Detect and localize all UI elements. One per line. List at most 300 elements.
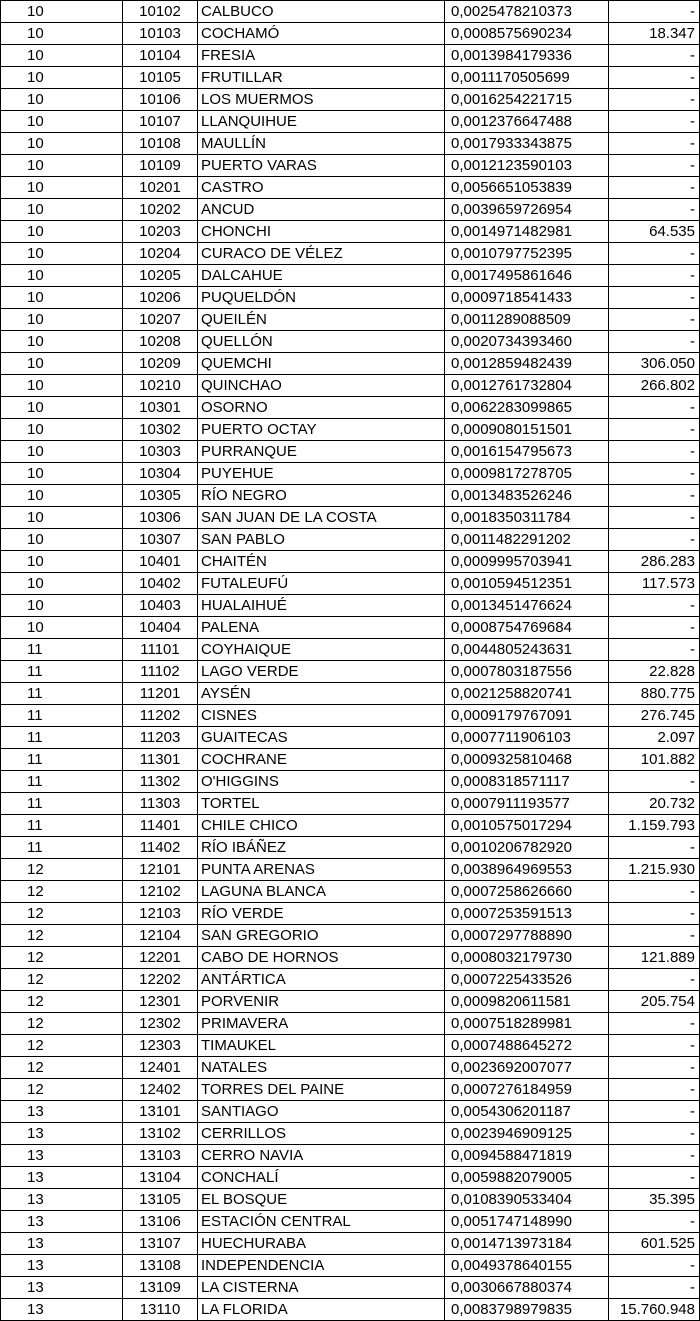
commune-code-cell: 10108 <box>123 133 198 155</box>
coefficient-cell: 0,0044805243631 <box>445 639 609 661</box>
coefficient-cell: 0,0007911193577 <box>445 793 609 815</box>
coefficient-cell: 0,0013483526246 <box>445 485 609 507</box>
amount-cell: - <box>609 1101 700 1123</box>
commune-name-cell: HUALAIHUÉ <box>198 595 445 617</box>
coefficient-cell: 0,0010594512351 <box>445 573 609 595</box>
table-row <box>1 573 700 595</box>
commune-name-cell: INDEPENDENCIA <box>198 1255 445 1277</box>
table-row <box>1 485 700 507</box>
region-cell: 10 <box>1 529 123 551</box>
commune-name-cell: PORVENIR <box>198 991 445 1013</box>
commune-name-cell: CURACO DE VÉLEZ <box>198 243 445 265</box>
commune-name-cell: EL BOSQUE <box>198 1189 445 1211</box>
table-row <box>1 507 700 529</box>
region-cell: 12 <box>1 991 123 1013</box>
coefficient-cell: 0,0007258626660 <box>445 881 609 903</box>
amount-cell: - <box>609 155 700 177</box>
table-row <box>1 1189 700 1211</box>
coefficient-cell: 0,0014971482981 <box>445 221 609 243</box>
commune-name-cell: HUECHURABA <box>198 1233 445 1255</box>
region-cell: 11 <box>1 705 123 727</box>
region-cell: 10 <box>1 221 123 243</box>
coefficient-cell: 0,0007518289981 <box>445 1013 609 1035</box>
commune-code-cell: 10207 <box>123 309 198 331</box>
table-row <box>1 771 700 793</box>
coefficient-cell: 0,0007488645272 <box>445 1035 609 1057</box>
commune-name-cell: CISNES <box>198 705 445 727</box>
amount-cell: 101.882 <box>609 749 700 771</box>
coefficient-cell: 0,0030667880374 <box>445 1277 609 1299</box>
commune-name-cell: ANTÁRTICA <box>198 969 445 991</box>
commune-name-cell: QUEMCHI <box>198 353 445 375</box>
region-cell: 13 <box>1 1145 123 1167</box>
region-cell: 12 <box>1 859 123 881</box>
commune-code-cell: 11202 <box>123 705 198 727</box>
coefficient-cell: 0,0007711906103 <box>445 727 609 749</box>
coefficient-cell: 0,0013984179336 <box>445 45 609 67</box>
commune-name-cell: CHONCHI <box>198 221 445 243</box>
table-row <box>1 1035 700 1057</box>
table-row <box>1 683 700 705</box>
commune-code-cell: 12401 <box>123 1057 198 1079</box>
table-row <box>1 815 700 837</box>
coefficient-cell: 0,0094588471819 <box>445 1145 609 1167</box>
amount-cell: 117.573 <box>609 573 700 595</box>
table-row <box>1 1233 700 1255</box>
table-row <box>1 727 700 749</box>
commune-code-cell: 10303 <box>123 441 198 463</box>
table-row <box>1 1123 700 1145</box>
commune-name-cell: CERRILLOS <box>198 1123 445 1145</box>
commune-name-cell: TORTEL <box>198 793 445 815</box>
coefficient-cell: 0,0016254221715 <box>445 89 609 111</box>
commune-name-cell: CHAITÉN <box>198 551 445 573</box>
commune-name-cell: PUQUELDÓN <box>198 287 445 309</box>
coefficient-cell: 0,0012123590103 <box>445 155 609 177</box>
table-row <box>1 287 700 309</box>
commune-name-cell: PUNTA ARENAS <box>198 859 445 881</box>
region-cell: 10 <box>1 287 123 309</box>
coefficient-cell: 0,0009179767091 <box>445 705 609 727</box>
amount-cell: - <box>609 397 700 419</box>
commune-name-cell: CALBUCO <box>198 1 445 23</box>
region-cell: 10 <box>1 67 123 89</box>
table-row <box>1 903 700 925</box>
table-row <box>1 969 700 991</box>
region-cell: 13 <box>1 1101 123 1123</box>
commune-name-cell: MAULLÍN <box>198 133 445 155</box>
region-cell: 13 <box>1 1233 123 1255</box>
table-row <box>1 1101 700 1123</box>
commune-code-cell: 10107 <box>123 111 198 133</box>
commune-name-cell: PURRANQUE <box>198 441 445 463</box>
table-row <box>1 639 700 661</box>
region-cell: 11 <box>1 661 123 683</box>
commune-name-cell: LA CISTERNA <box>198 1277 445 1299</box>
commune-code-cell: 10103 <box>123 23 198 45</box>
commune-name-cell: LLANQUIHUE <box>198 111 445 133</box>
commune-name-cell: COCHAMÓ <box>198 23 445 45</box>
table-row <box>1 199 700 221</box>
region-cell: 10 <box>1 45 123 67</box>
amount-cell: 2.097 <box>609 727 700 749</box>
commune-code-cell: 10210 <box>123 375 198 397</box>
coefficient-cell: 0,0023692007077 <box>445 1057 609 1079</box>
commune-name-cell: SAN GREGORIO <box>198 925 445 947</box>
commune-name-cell: RÍO VERDE <box>198 903 445 925</box>
region-cell: 11 <box>1 837 123 859</box>
region-cell: 13 <box>1 1167 123 1189</box>
commune-name-cell: TIMAUKEL <box>198 1035 445 1057</box>
commune-code-cell: 13102 <box>123 1123 198 1145</box>
table-row <box>1 243 700 265</box>
coefficient-cell: 0,0056651053839 <box>445 177 609 199</box>
commune-code-cell: 12301 <box>123 991 198 1013</box>
region-cell: 12 <box>1 1057 123 1079</box>
coefficient-cell: 0,0062283099865 <box>445 397 609 419</box>
region-cell: 13 <box>1 1277 123 1299</box>
commune-code-cell: 12101 <box>123 859 198 881</box>
commune-code-cell: 11203 <box>123 727 198 749</box>
region-cell: 13 <box>1 1255 123 1277</box>
commune-name-cell: AYSÉN <box>198 683 445 705</box>
commune-code-cell: 10209 <box>123 353 198 375</box>
commune-name-cell: PALENA <box>198 617 445 639</box>
commune-name-cell: ANCUD <box>198 199 445 221</box>
amount-cell: - <box>609 111 700 133</box>
commune-name-cell: NATALES <box>198 1057 445 1079</box>
commune-name-cell: CONCHALÍ <box>198 1167 445 1189</box>
amount-cell: - <box>609 969 700 991</box>
amount-cell: 15.760.948 <box>609 1299 700 1321</box>
amount-cell: - <box>609 419 700 441</box>
commune-code-cell: 10402 <box>123 573 198 595</box>
table-row <box>1 1255 700 1277</box>
coefficient-cell: 0,0007297788890 <box>445 925 609 947</box>
region-cell: 12 <box>1 881 123 903</box>
region-cell: 10 <box>1 331 123 353</box>
table-row <box>1 793 700 815</box>
region-cell: 13 <box>1 1189 123 1211</box>
region-cell: 10 <box>1 375 123 397</box>
commune-name-cell: CASTRO <box>198 177 445 199</box>
amount-cell: - <box>609 1057 700 1079</box>
commune-name-cell: PRIMAVERA <box>198 1013 445 1035</box>
commune-name-cell: TORRES DEL PAINE <box>198 1079 445 1101</box>
coefficient-cell: 0,0011289088509 <box>445 309 609 331</box>
region-cell: 10 <box>1 441 123 463</box>
table-row <box>1 419 700 441</box>
amount-cell: - <box>609 177 700 199</box>
commune-name-cell: QUELLÓN <box>198 331 445 353</box>
table-row <box>1 1145 700 1167</box>
region-cell: 13 <box>1 1299 123 1321</box>
coefficient-cell: 0,0020734393460 <box>445 331 609 353</box>
commune-code-cell: 11301 <box>123 749 198 771</box>
table-row <box>1 1013 700 1035</box>
amount-cell: - <box>609 881 700 903</box>
commune-code-cell: 13106 <box>123 1211 198 1233</box>
commune-name-cell: COYHAIQUE <box>198 639 445 661</box>
table-row <box>1 331 700 353</box>
commune-name-cell: FUTALEUFÚ <box>198 573 445 595</box>
amount-cell: - <box>609 1013 700 1035</box>
commune-name-cell: OSORNO <box>198 397 445 419</box>
commune-code-cell: 11401 <box>123 815 198 837</box>
commune-code-cell: 10403 <box>123 595 198 617</box>
commune-code-cell: 12402 <box>123 1079 198 1101</box>
region-cell: 13 <box>1 1123 123 1145</box>
amount-cell: - <box>609 1167 700 1189</box>
commune-code-cell: 10106 <box>123 89 198 111</box>
amount-cell: - <box>609 771 700 793</box>
commune-code-cell: 10201 <box>123 177 198 199</box>
region-cell: 13 <box>1 1211 123 1233</box>
coefficient-cell: 0,0012761732804 <box>445 375 609 397</box>
amount-cell: 22.828 <box>609 661 700 683</box>
coefficient-cell: 0,0059882079005 <box>445 1167 609 1189</box>
coefficient-cell: 0,0010206782920 <box>445 837 609 859</box>
commune-code-cell: 12103 <box>123 903 198 925</box>
commune-code-cell: 10105 <box>123 67 198 89</box>
table-row <box>1 1079 700 1101</box>
region-cell: 10 <box>1 353 123 375</box>
commune-name-cell: CHILE CHICO <box>198 815 445 837</box>
amount-cell: - <box>609 89 700 111</box>
coefficient-cell: 0,0009325810468 <box>445 749 609 771</box>
region-cell: 12 <box>1 1013 123 1035</box>
amount-cell: - <box>609 485 700 507</box>
commune-name-cell: ESTACIÓN CENTRAL <box>198 1211 445 1233</box>
amount-cell: 18.347 <box>609 23 700 45</box>
amount-cell: - <box>609 639 700 661</box>
coefficient-cell: 0,0009817278705 <box>445 463 609 485</box>
region-cell: 11 <box>1 815 123 837</box>
region-cell: 10 <box>1 155 123 177</box>
amount-cell: 205.754 <box>609 991 700 1013</box>
amount-cell: - <box>609 1145 700 1167</box>
amount-cell: 306.050 <box>609 353 700 375</box>
coefficient-cell: 0,0018350311784 <box>445 507 609 529</box>
region-cell: 11 <box>1 771 123 793</box>
amount-cell: - <box>609 595 700 617</box>
table-row <box>1 133 700 155</box>
amount-cell: - <box>609 67 700 89</box>
table-row <box>1 309 700 331</box>
amount-cell: - <box>609 1123 700 1145</box>
region-cell: 11 <box>1 793 123 815</box>
commune-code-cell: 12303 <box>123 1035 198 1057</box>
region-cell: 10 <box>1 551 123 573</box>
region-cell: 10 <box>1 485 123 507</box>
commune-code-cell: 10109 <box>123 155 198 177</box>
commune-name-cell: CABO DE HORNOS <box>198 947 445 969</box>
coefficient-cell: 0,0017495861646 <box>445 265 609 287</box>
commune-code-cell: 10401 <box>123 551 198 573</box>
amount-cell: 276.745 <box>609 705 700 727</box>
commune-code-cell: 10305 <box>123 485 198 507</box>
amount-cell: - <box>609 331 700 353</box>
commune-code-cell: 13104 <box>123 1167 198 1189</box>
coefficient-cell: 0,0007253591513 <box>445 903 609 925</box>
amount-cell: - <box>609 925 700 947</box>
region-cell: 11 <box>1 749 123 771</box>
region-cell: 10 <box>1 309 123 331</box>
coefficient-cell: 0,0007276184959 <box>445 1079 609 1101</box>
table-row <box>1 947 700 969</box>
region-cell: 10 <box>1 177 123 199</box>
table-row <box>1 111 700 133</box>
table-row <box>1 529 700 551</box>
region-cell: 12 <box>1 1079 123 1101</box>
region-cell: 10 <box>1 23 123 45</box>
table-row <box>1 925 700 947</box>
coefficient-cell: 0,0007803187556 <box>445 661 609 683</box>
amount-cell: - <box>609 1255 700 1277</box>
region-cell: 10 <box>1 595 123 617</box>
amount-cell: 286.283 <box>609 551 700 573</box>
region-cell: 10 <box>1 617 123 639</box>
commune-name-cell: DALCAHUE <box>198 265 445 287</box>
commune-name-cell: LA FLORIDA <box>198 1299 445 1321</box>
table-row <box>1 749 700 771</box>
table-row <box>1 859 700 881</box>
commune-code-cell: 10205 <box>123 265 198 287</box>
table-row <box>1 705 700 727</box>
table-row <box>1 441 700 463</box>
commune-name-cell: GUAITECAS <box>198 727 445 749</box>
table-body <box>1 1 700 1321</box>
commune-name-cell: PUYEHUE <box>198 463 445 485</box>
region-cell: 10 <box>1 507 123 529</box>
commune-code-cell: 10307 <box>123 529 198 551</box>
coefficient-cell: 0,0049378640155 <box>445 1255 609 1277</box>
commune-code-cell: 13101 <box>123 1101 198 1123</box>
coefficient-cell: 0,0025478210373 <box>445 1 609 23</box>
region-cell: 12 <box>1 947 123 969</box>
coefficient-cell: 0,0010797752395 <box>445 243 609 265</box>
commune-code-cell: 10102 <box>123 1 198 23</box>
commune-code-cell: 11402 <box>123 837 198 859</box>
coefficient-cell: 0,0009718541433 <box>445 287 609 309</box>
table-row <box>1 551 700 573</box>
region-cell: 10 <box>1 133 123 155</box>
commune-name-cell: RÍO NEGRO <box>198 485 445 507</box>
commune-name-cell: CERRO NAVIA <box>198 1145 445 1167</box>
commune-name-cell: FRUTILLAR <box>198 67 445 89</box>
coefficient-cell: 0,0009995703941 <box>445 551 609 573</box>
amount-cell: - <box>609 45 700 67</box>
table-row <box>1 837 700 859</box>
commune-code-cell: 10203 <box>123 221 198 243</box>
commune-code-cell: 13105 <box>123 1189 198 1211</box>
table-row <box>1 353 700 375</box>
coefficient-cell: 0,0008754769684 <box>445 617 609 639</box>
table-row <box>1 89 700 111</box>
region-cell: 10 <box>1 1 123 23</box>
commune-code-cell: 10202 <box>123 199 198 221</box>
amount-cell: - <box>609 441 700 463</box>
amount-cell: - <box>609 903 700 925</box>
table-row <box>1 1167 700 1189</box>
region-cell: 11 <box>1 683 123 705</box>
commune-name-cell: QUINCHAO <box>198 375 445 397</box>
commune-code-cell: 11101 <box>123 639 198 661</box>
amount-cell: 880.775 <box>609 683 700 705</box>
region-cell: 11 <box>1 727 123 749</box>
amount-cell: 35.395 <box>609 1189 700 1211</box>
coefficient-cell: 0,0012859482439 <box>445 353 609 375</box>
amount-cell: - <box>609 617 700 639</box>
region-cell: 10 <box>1 397 123 419</box>
commune-name-cell: O'HIGGINS <box>198 771 445 793</box>
commune-name-cell: SAN PABLO <box>198 529 445 551</box>
commune-code-cell: 10104 <box>123 45 198 67</box>
region-cell: 10 <box>1 573 123 595</box>
commune-name-cell: SANTIAGO <box>198 1101 445 1123</box>
commune-code-cell: 10304 <box>123 463 198 485</box>
region-cell: 12 <box>1 903 123 925</box>
amount-cell: 20.732 <box>609 793 700 815</box>
table-row <box>1 177 700 199</box>
coefficient-cell: 0,0039659726954 <box>445 199 609 221</box>
region-cell: 10 <box>1 419 123 441</box>
region-cell: 11 <box>1 639 123 661</box>
commune-name-cell: RÍO IBÁÑEZ <box>198 837 445 859</box>
amount-cell: - <box>609 1079 700 1101</box>
commune-code-cell: 12102 <box>123 881 198 903</box>
amount-cell: - <box>609 199 700 221</box>
commune-code-cell: 10306 <box>123 507 198 529</box>
coefficient-cell: 0,0010575017294 <box>445 815 609 837</box>
region-cell: 12 <box>1 969 123 991</box>
commune-code-cell: 12202 <box>123 969 198 991</box>
table-row <box>1 221 700 243</box>
region-cell: 10 <box>1 243 123 265</box>
region-cell: 10 <box>1 89 123 111</box>
region-cell: 10 <box>1 463 123 485</box>
amount-cell: - <box>609 243 700 265</box>
coefficient-cell: 0,0012376647488 <box>445 111 609 133</box>
commune-name-cell: COCHRANE <box>198 749 445 771</box>
coefficient-cell: 0,0038964969553 <box>445 859 609 881</box>
amount-cell: 64.535 <box>609 221 700 243</box>
table-row <box>1 617 700 639</box>
table-row <box>1 595 700 617</box>
region-cell: 10 <box>1 265 123 287</box>
commune-code-cell: 11303 <box>123 793 198 815</box>
table-row <box>1 661 700 683</box>
table-row <box>1 155 700 177</box>
amount-cell: - <box>609 837 700 859</box>
amount-cell: - <box>609 1211 700 1233</box>
table-row <box>1 397 700 419</box>
commune-code-cell: 12104 <box>123 925 198 947</box>
commune-code-cell: 13109 <box>123 1277 198 1299</box>
commune-name-cell: QUEILÉN <box>198 309 445 331</box>
coefficient-cell: 0,0011170505699 <box>445 67 609 89</box>
commune-code-cell: 13103 <box>123 1145 198 1167</box>
coefficient-cell: 0,0016154795673 <box>445 441 609 463</box>
coefficient-cell: 0,0108390533404 <box>445 1189 609 1211</box>
table-row <box>1 991 700 1013</box>
amount-cell: 266.802 <box>609 375 700 397</box>
commune-code-cell: 10302 <box>123 419 198 441</box>
table-row <box>1 23 700 45</box>
coefficient-cell: 0,0054306201187 <box>445 1101 609 1123</box>
amount-cell: 1.159.793 <box>609 815 700 837</box>
commune-code-cell: 13108 <box>123 1255 198 1277</box>
